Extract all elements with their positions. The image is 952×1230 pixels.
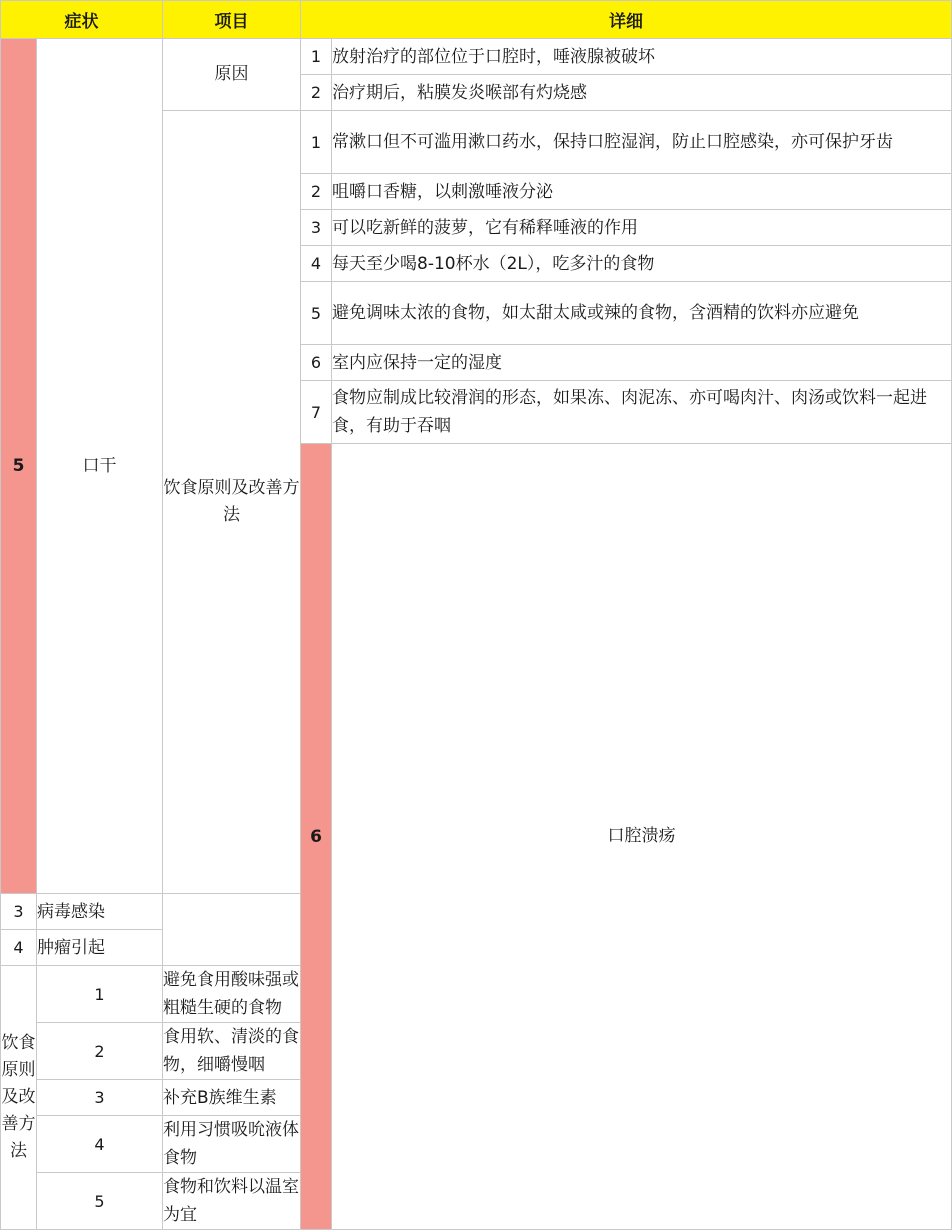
item-detail: 治疗期后，粘膜发炎喉部有灼烧感 [332, 75, 952, 111]
category-diet: 饮食原则及改善方法 [1, 966, 37, 1230]
item-detail: 室内应保持一定的湿度 [332, 345, 952, 381]
header-symptom: 症状 [1, 1, 163, 39]
group-index: 6 [301, 444, 332, 1230]
item-detail: 每天至少喝8-10杯水（2L），吃多汁的食物 [332, 246, 952, 282]
item-number: 4 [301, 246, 332, 282]
item-number: 4 [37, 1116, 163, 1173]
item-number: 1 [301, 111, 332, 174]
item-detail: 食物应制成比较滑润的形态，如果冻、肉泥冻、亦可喝肉汁、肉汤或饮料一起进食，有助于吞咽 [332, 381, 952, 444]
item-detail: 食用软、清淡的食物，细嚼慢咽 [163, 1023, 301, 1080]
symptom-name: 口腔溃疡 [332, 444, 952, 1230]
item-number: 1 [37, 966, 163, 1023]
item-detail: 可以吃新鲜的菠萝，它有稀释唾液的作用 [332, 210, 952, 246]
item-detail: 病毒感染 [37, 894, 163, 930]
group-index: 5 [1, 39, 37, 894]
category-diet: 饮食原则及改善方法 [163, 111, 301, 894]
item-number: 3 [37, 1080, 163, 1116]
item-number: 3 [1, 894, 37, 930]
item-detail: 补充B族维生素 [163, 1080, 301, 1116]
header-row [1, 1, 952, 39]
header-detail: 详细 [301, 1, 952, 39]
item-number: 5 [37, 1173, 163, 1230]
category-causes: 原因 [163, 39, 301, 111]
item-detail: 肿瘤引起 [37, 930, 163, 966]
item-detail: 放射治疗的部位位于口腔时，唾液腺被破坏 [332, 39, 952, 75]
item-number: 2 [301, 174, 332, 210]
item-number: 5 [301, 282, 332, 345]
table-row [1, 39, 952, 75]
symptom-name: 口干 [37, 39, 163, 894]
item-number: 3 [301, 210, 332, 246]
item-number: 2 [301, 75, 332, 111]
item-detail: 常漱口但不可滥用漱口药水，保持口腔湿润，防止口腔感染，亦可保护牙齿 [332, 111, 952, 174]
item-number: 6 [301, 345, 332, 381]
item-number: 2 [37, 1023, 163, 1080]
item-number: 1 [301, 39, 332, 75]
item-number: 4 [1, 930, 37, 966]
item-detail: 避免食用酸味强或粗糙生硬的食物 [163, 966, 301, 1023]
item-detail: 食物和饮料以温室为宜 [163, 1173, 301, 1230]
header-item: 项目 [163, 1, 301, 39]
item-number: 7 [301, 381, 332, 444]
item-detail: 咀嚼口香糖，以刺激唾液分泌 [332, 174, 952, 210]
item-detail: 避免调味太浓的食物，如太甜太咸或辣的食物，含酒精的饮料亦应避免 [332, 282, 952, 345]
item-detail: 利用习惯吸吮液体食物 [163, 1116, 301, 1173]
